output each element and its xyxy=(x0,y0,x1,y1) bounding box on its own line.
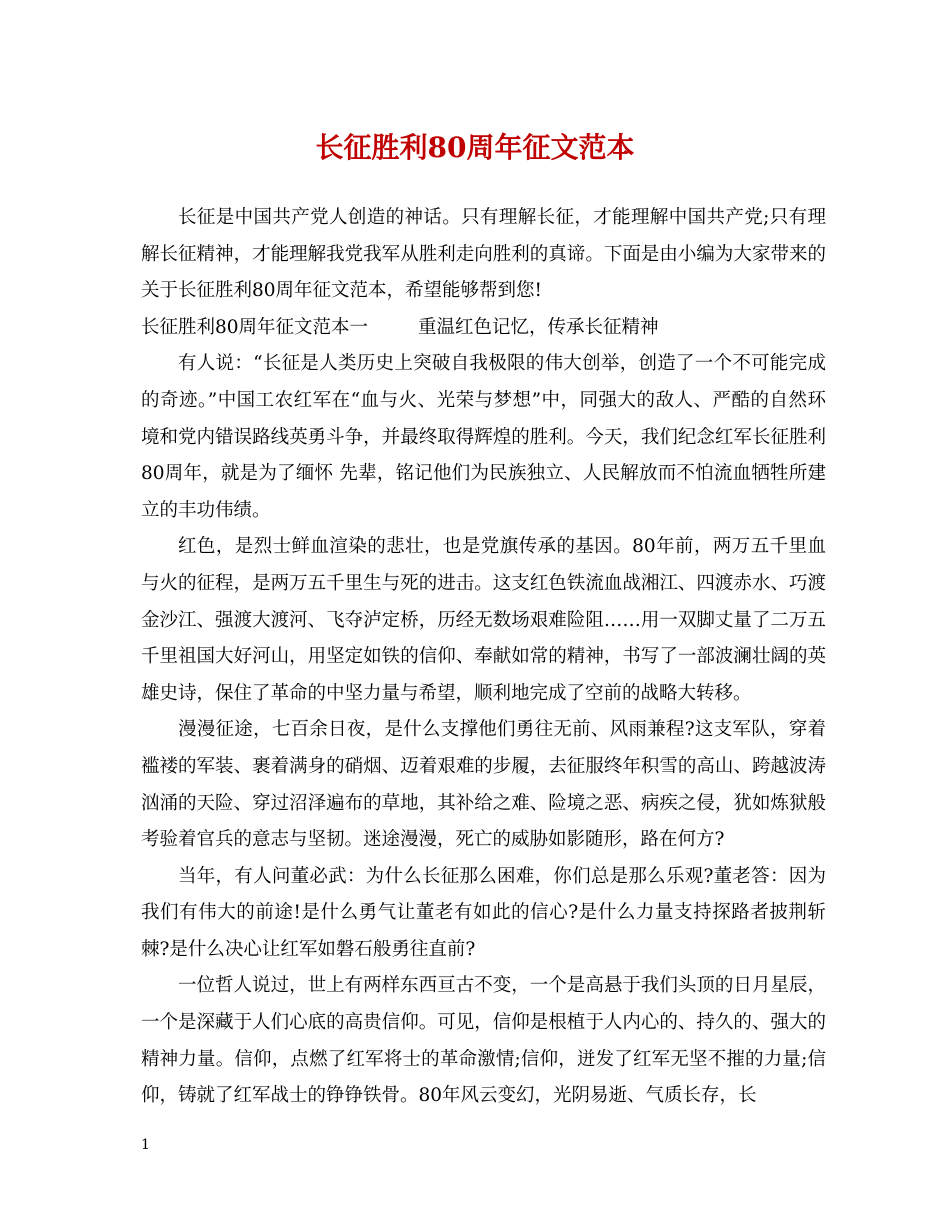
body-paragraph-2: 红色，是烈士鲜血渲染的悲壮，也是党旗传承的基因。80年前，两万五千里血与火的征程，是两万五千里生与死的进击。这支红色铁流血战湘江、四渡赤水、巧渡金沙江、强渡大渡河、飞夺泸定桥，历经无数场艰难险阻……用一双脚丈量了二万五千里祖国大好河山，用坚定如铁的信仰、奉献如常的精神，书写了一部波澜壮阔的英雄史诗，保住了革命的中坚力量与希望，顺利地完成了空前的战略大转移。 xyxy=(141,536,826,704)
document-title: 长征胜利80周年征文范本 xyxy=(315,131,635,164)
section-heading-subtitle: 重温红色记忆，传承长征精神 xyxy=(418,316,659,338)
section-heading xyxy=(141,310,826,347)
body-paragraph-5: 一位哲人说过，世上有两样东西亘古不变，一个是高悬于我们头顶的日月星辰，一个是深藏于人们心底的高贵信仰。可见，信仰是根植于人内心的、持久的、强大的精神力量。信仰，点燃了红军将士的革命激情;信仰，迸发了红军无坚不摧的力量;信仰，铸就了红军战士的铮铮铁骨。80年风云变幻，光阴易逝、气质长存，长 xyxy=(141,975,826,1107)
body-paragraph-3: 漫漫征途，七百余日夜，是什么支撑他们勇往无前、风雨兼程?这支军队，穿着褴褛的军装、裹着满身的硝烟、迈着艰难的步履，去征服终年积雪的高山、跨越波涛汹涌的天险、穿过沼泽遍布的草地，其补给之难、险境之恶、病疾之侵，犹如炼狱般考验着官兵的意志与坚韧。迷途漫漫，死亡的威胁如影随形，路在何方? xyxy=(141,719,826,851)
intro-paragraph: 长征是中国共产党人创造的神话。只有理解长征，才能理解中国共产党;只有理解长征精神，才能理解我党我军从胜利走向胜利的真谛。下面是由小编为大家带来的关于长征胜利80周年征文范本，希望能够帮到您! xyxy=(141,207,826,302)
document-body xyxy=(141,200,826,1115)
section-heading-label: 长征胜利80周年征文范本一 xyxy=(141,316,369,338)
page-number: 1 xyxy=(141,1137,150,1153)
body-paragraph-1: 有人说：“长征是人类历史上突破自我极限的伟大创举，创造了一个不可能完成的奇迹。”中国工农红军在“血与火、光荣与梦想”中，同强大的敌人、严酷的自然环境和党内错误路线英勇斗争，并最终取得辉煌的胜利。今天，我们纪念红军长征胜利80周年，就是为了缅怀 先辈，铭记他们为民族独立、人民解放而不怕流血牺牲所建立的丰功伟绩。 xyxy=(141,353,826,521)
body-paragraph-4: 当年，有人问董必武：为什么长征那么困难，你们总是那么乐观?董老答：因为我们有伟大的前途!是什么勇气让董老有如此的信心?是什么力量支持探路者披荆斩棘?是什么决心让红军如磐石般勇往直前? xyxy=(141,865,826,960)
